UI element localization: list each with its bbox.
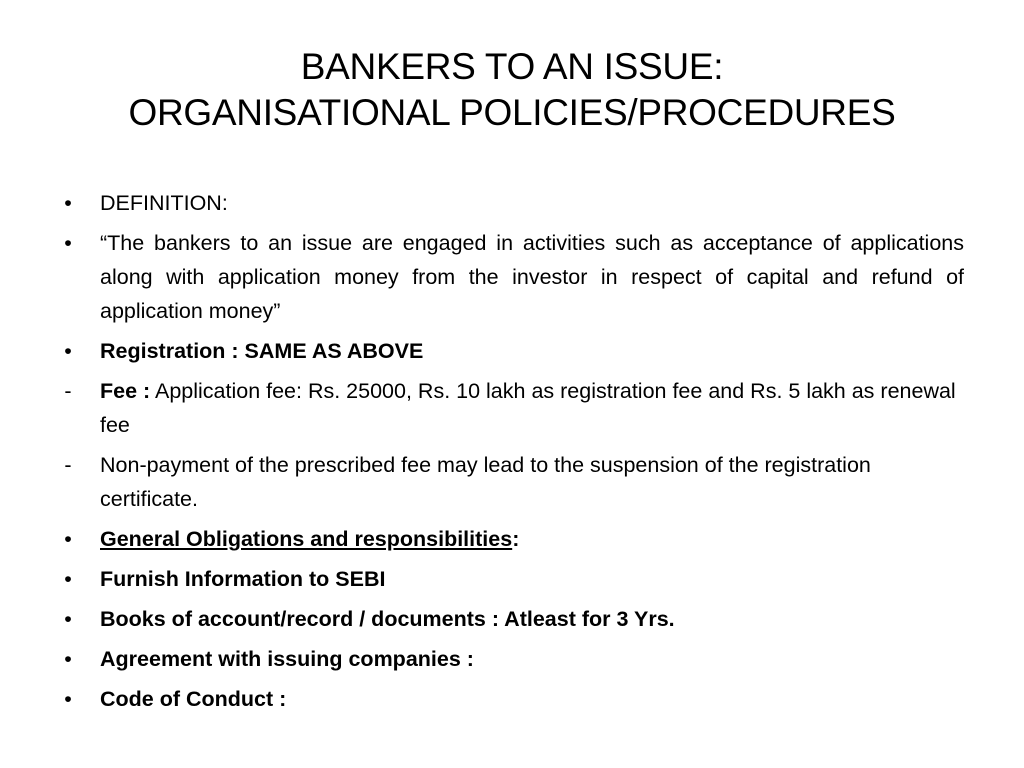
list-item-registration <box>58 334 964 368</box>
bullet-marker: • <box>64 687 72 711</box>
bullet-marker: • <box>64 527 72 551</box>
definition-text: DEFINITION: <box>100 191 228 215</box>
general-obligations-colon: : <box>512 527 520 551</box>
list-item-books <box>58 602 964 636</box>
title-line-2: ORGANISATIONAL POLICIES/PROCEDURES <box>128 92 896 133</box>
nonpayment-text: Non-payment of the prescribed fee may lead to the suspension of the registration certificate. <box>100 453 871 511</box>
agreement-text: Agreement with issuing companies : <box>100 647 474 671</box>
dash-marker: - <box>64 379 72 403</box>
fee-text: Application fee: Rs. 25000, Rs. 10 lakh as registration fee and Rs. 5 lakh as renewal fee <box>100 379 956 437</box>
bullet-marker: • <box>64 647 72 671</box>
fee-text-wrap <box>100 379 956 437</box>
list-item-agreement <box>58 642 964 676</box>
dash-marker: - <box>64 453 72 477</box>
bullet-marker: • <box>64 231 72 255</box>
list-item-definition <box>58 186 964 220</box>
fee-label: Fee : <box>100 379 151 403</box>
general-obligations-wrap <box>100 527 519 551</box>
list-item-general-obligations <box>58 522 964 556</box>
list-item-nonpayment <box>58 448 964 516</box>
bullet-marker: • <box>64 191 72 215</box>
books-text: Books of account/record / documents : Atleast for 3 Yrs. <box>100 607 675 631</box>
bullet-list <box>58 186 964 722</box>
bullet-marker: • <box>64 567 72 591</box>
slide-title <box>60 44 964 136</box>
registration-text: Registration : SAME AS ABOVE <box>100 339 424 363</box>
list-item-code <box>58 682 964 716</box>
code-text: Code of Conduct : <box>100 687 287 711</box>
list-item-quote <box>58 226 964 328</box>
list-item-fee <box>58 374 964 442</box>
bullet-marker: • <box>64 339 72 363</box>
quote-text: “The bankers to an issue are engaged in activities such as acceptance of applications along with application money from the investor in respect of capital and refund of application money” <box>100 231 964 323</box>
general-obligations-text: General Obligations and responsibilities <box>100 527 513 551</box>
furnish-text: Furnish Information to SEBI <box>100 567 386 591</box>
title-line-1: BANKERS TO AN ISSUE: <box>300 46 724 87</box>
bullet-marker: • <box>64 607 72 631</box>
list-item-furnish <box>58 562 964 596</box>
